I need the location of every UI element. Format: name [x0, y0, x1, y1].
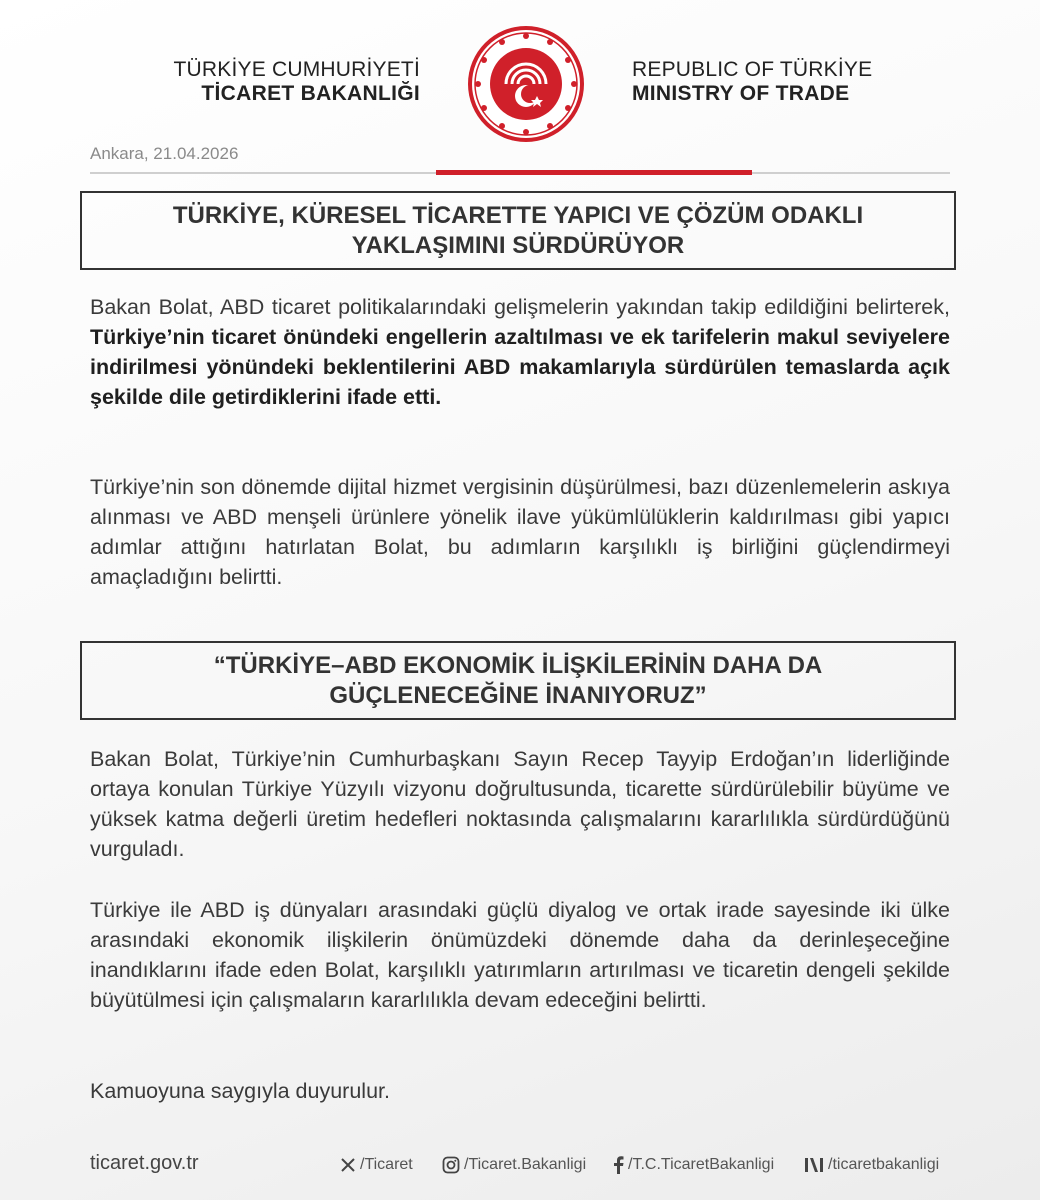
instagram-icon	[442, 1156, 460, 1174]
paragraph-1-plain: Bakan Bolat, ABD ticaret politikalarındaki gelişmelerin yakından takip edildiğini belirterek,	[90, 295, 950, 319]
header-ministry-tr: TİCARET BAKANLIĞI	[201, 82, 420, 105]
nsosyal-handle: /ticaretbakanligi	[828, 1156, 940, 1173]
footer	[0, 1150, 1040, 1182]
x-handle: /Ticaret	[360, 1156, 413, 1173]
paragraph-2: Türkiye’nin son dönemde dijital hizmet vergisinin düşürülmesi, bazı düzenlemelerin askıya alınması ve ABD menşeli ürünlere yönelik ilave yükümlülüklerin kaldırılması gibi yapıcı adımlar attığını hatırlatan Bolat, bu adımların karşılıklı iş birliğini güçlendirmeyi amaçladığını belirtti.	[90, 475, 950, 589]
facebook-handle: /T.C.TicaretBakanligi	[628, 1156, 775, 1173]
header-divider-accent	[436, 170, 752, 175]
header-ministry-en: MINISTRY OF TRADE	[632, 82, 850, 105]
nsosyal-icon	[804, 1156, 824, 1174]
instagram-social-link[interactable]	[442, 1156, 586, 1174]
paragraph-1	[90, 292, 950, 412]
heading-2-line-2: GÜÇLENECEĞİNE İNANIYORUZ”	[329, 681, 707, 709]
x-icon	[340, 1157, 356, 1173]
facebook-social-link[interactable]	[612, 1156, 774, 1174]
instagram-handle: /Ticaret.Bakanligi	[464, 1156, 587, 1173]
facebook-icon	[612, 1156, 624, 1174]
header-right-title	[632, 58, 872, 106]
ministry-seal-logo	[464, 22, 588, 146]
heading-1-line-1: TÜRKİYE, KÜRESEL TİCARETTE YAPICI VE ÇÖZÜM ODAKLI	[172, 201, 864, 229]
website-link[interactable]: ticaret.gov.tr	[90, 1152, 199, 1174]
header-country-en: REPUBLIC OF TÜRKİYE	[632, 58, 873, 81]
press-release-date: Ankara, 21.04.2026	[90, 144, 239, 163]
paragraph-1-bold: Türkiye’nin ticaret önündeki engellerin azaltılması ve ek tarifelerin makul seviyelere indirilmesi yönündeki beklentilerini ABD makamlarıyla sürdürülen temaslarda açık şekilde dile getirdiklerini ifade etti.	[90, 325, 950, 409]
closing-line: Kamuoyuna saygıyla duyurulur.	[90, 1079, 390, 1103]
header-country-tr: TÜRKİYE CUMHURİYETİ	[173, 58, 420, 81]
header-left-title	[174, 58, 420, 106]
x-social-link[interactable]	[340, 1156, 413, 1174]
nsosyal-social-link[interactable]	[804, 1156, 939, 1174]
heading-2-line-1: “TÜRKİYE–ABD EKONOMİK İLİŞKİLERİNİN DAHA DA	[213, 651, 823, 679]
paragraph-4: Türkiye ile ABD iş dünyaları arasındaki güçlü diyalog ve ortak irade sayesinde iki ülke arasındaki ekonomik ilişkilerin önümüzdeki dönemde daha da derinleşeceğine inandıklarını ifade eden Bolat, karşılıklı yatırımların artırılması ve ticaretin dengeli şekilde büyütülmesi için çalışmaların kararlılıkla devam edeceğini belirtti.	[90, 898, 950, 1012]
section-heading-1	[80, 191, 956, 270]
heading-1-line-2: YAKLAŞIMINI SÜRDÜRÜYOR	[351, 231, 685, 259]
section-heading-2	[80, 641, 956, 720]
paragraph-3: Bakan Bolat, Türkiye’nin Cumhurbaşkanı Sayın Recep Tayyip Erdoğan’ın liderliğinde ortaya konulan Türkiye Yüzyılı vizyonu doğrultusunda, ticarette sürdürülebilir büyüme ve yüksek katma değerli üretim hedefleri noktasında çalışmalarını kararlılıkla sürdürdüğünü vurguladı.	[90, 747, 950, 861]
